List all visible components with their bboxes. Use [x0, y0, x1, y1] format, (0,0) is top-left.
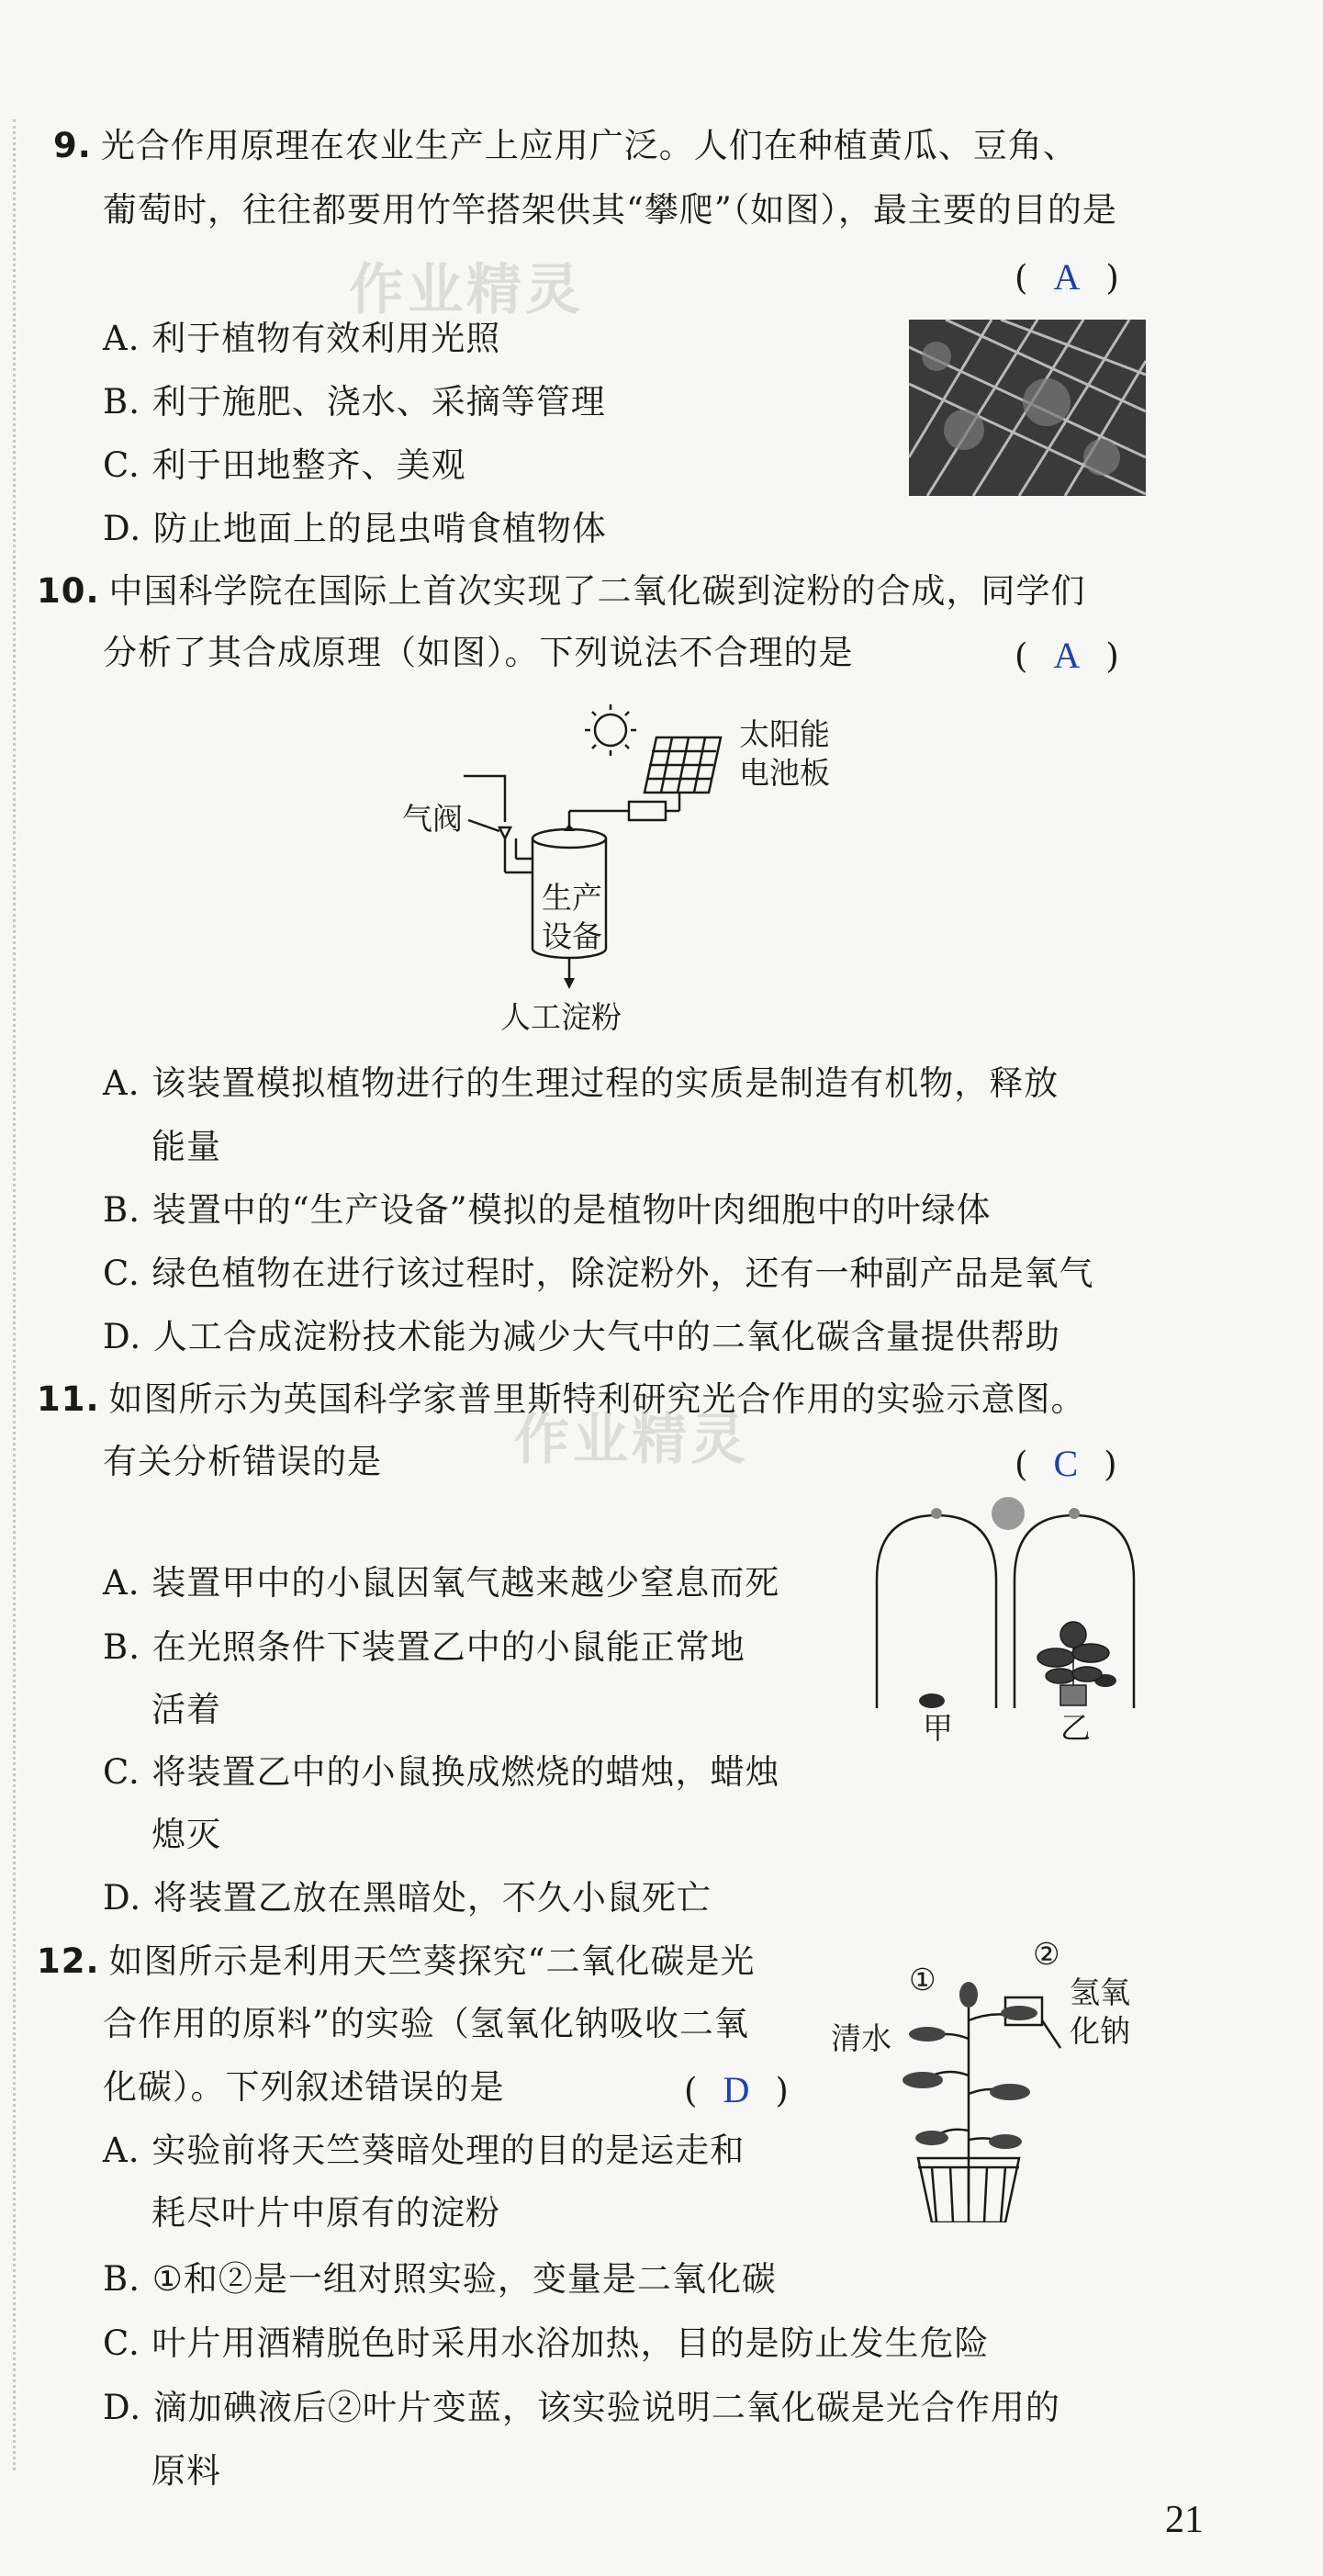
question-12-option-d-cont: 原料 [151, 2451, 221, 2491]
question-12-stem-line-1: 12. 如图所示是利用天竺葵探究“二氧化碳是光 [37, 1941, 756, 1981]
question-10-stem-line-1: 10. 中国科学院在国际上首次实现了二氧化碳到淀粉的合成，同学们 [37, 571, 1086, 611]
question-10-option-a: A. 该装置模拟植物进行的生理过程的实质是制造有机物，释放 [103, 1063, 1060, 1103]
question-9-option-d: D. 防止地面上的昆虫啃食植物体 [103, 509, 607, 548]
label-naoh-2: 化钠 [1070, 2013, 1130, 2049]
question-12-option-a-cont: 耗尽叶片中原有的淀粉 [151, 2193, 500, 2233]
question-9-stem-line-1: 9. 光合作用原理在农业生产上应用广泛。人们在种植黄瓜、豆角、 [53, 126, 1078, 165]
label-solar-panel-2: 电池板 [739, 755, 830, 791]
question-12-option-a: A. 实验前将天竺葵暗处理的目的是运走和 [103, 2131, 746, 2170]
watermark: 作业精灵 [514, 1408, 749, 1472]
question-9-option-a: A. 利于植物有效利用光照 [103, 319, 501, 358]
label-clear-water: 清水 [831, 2020, 891, 2056]
question-11-option-c-cont: 熄灭 [151, 1815, 221, 1854]
question-9-option-b: B. 利于施肥、浇水、采摘等管理 [103, 382, 606, 422]
question-9-answer: ( A ) [1015, 256, 1119, 298]
question-11-option-b-cont: 活着 [151, 1690, 221, 1729]
question-11-answer: ( C ) [1015, 1443, 1117, 1484]
question-12-option-d: D. 滴加碘液后②叶片变蓝，该实验说明二氧化碳是光合作用的 [103, 2388, 1060, 2427]
question-10-answer: ( A ) [1015, 635, 1119, 676]
question-10-option-c: C. 绿色植物在进行该过程时，除淀粉外，还有一种副产品是氧气 [103, 1254, 1094, 1293]
label-valve: 气阀 [402, 801, 463, 837]
label-naoh-1: 氢氧 [1070, 1974, 1130, 2010]
label-artificial-starch: 人工淀粉 [500, 999, 622, 1035]
question-11-option-b: B. 在光照条件下装置乙中的小鼠能正常地 [103, 1627, 746, 1667]
question-11-option-d: D. 将装置乙放在黑暗处，不久小鼠死亡 [103, 1878, 712, 1918]
question-11-stem-line-2: 有关分析错误的是 [103, 1442, 382, 1481]
question-11-option-a: A. 装置甲中的小鼠因氧气越来越少窒息而死 [103, 1563, 780, 1603]
label-jar-a: 甲 [923, 1710, 953, 1746]
starch-synthesis-diagram [386, 703, 771, 1006]
watermark: 作业精灵 [349, 258, 584, 322]
page-number: 21 [1165, 2499, 1204, 2541]
question-12-stem-line-2: 合作用的原料”的实验（氢氧化钠吸收二氧 [103, 2004, 749, 2043]
question-12-number: 12. [37, 1941, 100, 1981]
question-9-stem-line-2: 葡萄时，往往都要用竹竿搭架供其“攀爬”（如图），最主要的目的是 [103, 190, 1117, 230]
question-12-stem-line-3: 化碳）。下列叙述错误的是 [103, 2067, 505, 2107]
label-device-2: 设备 [542, 918, 602, 954]
bell-jar-figure [872, 1497, 1148, 1708]
question-10-number: 10. [37, 571, 100, 611]
question-10-option-a-cont: 能量 [151, 1127, 221, 1166]
question-11-stem-line-1: 11. 如图所示为英国科学家普里斯特利研究光合作用的实验示意图。 [37, 1379, 1086, 1419]
label-solar-panel-1: 太阳能 [739, 716, 830, 752]
question-10-option-b: B. 装置中的“生产设备”模拟的是植物叶肉细胞中的叶绿体 [103, 1190, 992, 1230]
label-device-1: 生产 [542, 880, 602, 916]
question-11-number: 11. [37, 1379, 100, 1419]
question-12-answer: ( D ) [684, 2069, 789, 2110]
question-12-option-b: B. ①和②是一组对照实验，变量是二氧化碳 [103, 2259, 777, 2299]
question-11-option-c: C. 将装置乙中的小鼠换成燃烧的蜡烛，蜡烛 [103, 1752, 780, 1792]
question-12-option-c: C. 叶片用酒精脱色时采用水浴加热，目的是防止发生危险 [103, 2323, 990, 2363]
question-10-option-d: D. 人工合成淀粉技术能为减少大气中的二氧化碳含量提供帮助 [103, 1317, 1060, 1356]
page-margin-rule [13, 119, 16, 2470]
question-9-number: 9. [53, 126, 92, 165]
trellis-photo [909, 320, 1146, 496]
question-9-option-c: C. 利于田地整齐、美观 [103, 445, 466, 485]
question-10-stem-line-2: 分析了其合成原理（如图）。下列说法不合理的是 [103, 633, 854, 672]
label-circle-1: ① [909, 1962, 936, 1997]
label-jar-b: 乙 [1060, 1710, 1091, 1746]
label-circle-2: ② [1033, 1936, 1060, 1972]
